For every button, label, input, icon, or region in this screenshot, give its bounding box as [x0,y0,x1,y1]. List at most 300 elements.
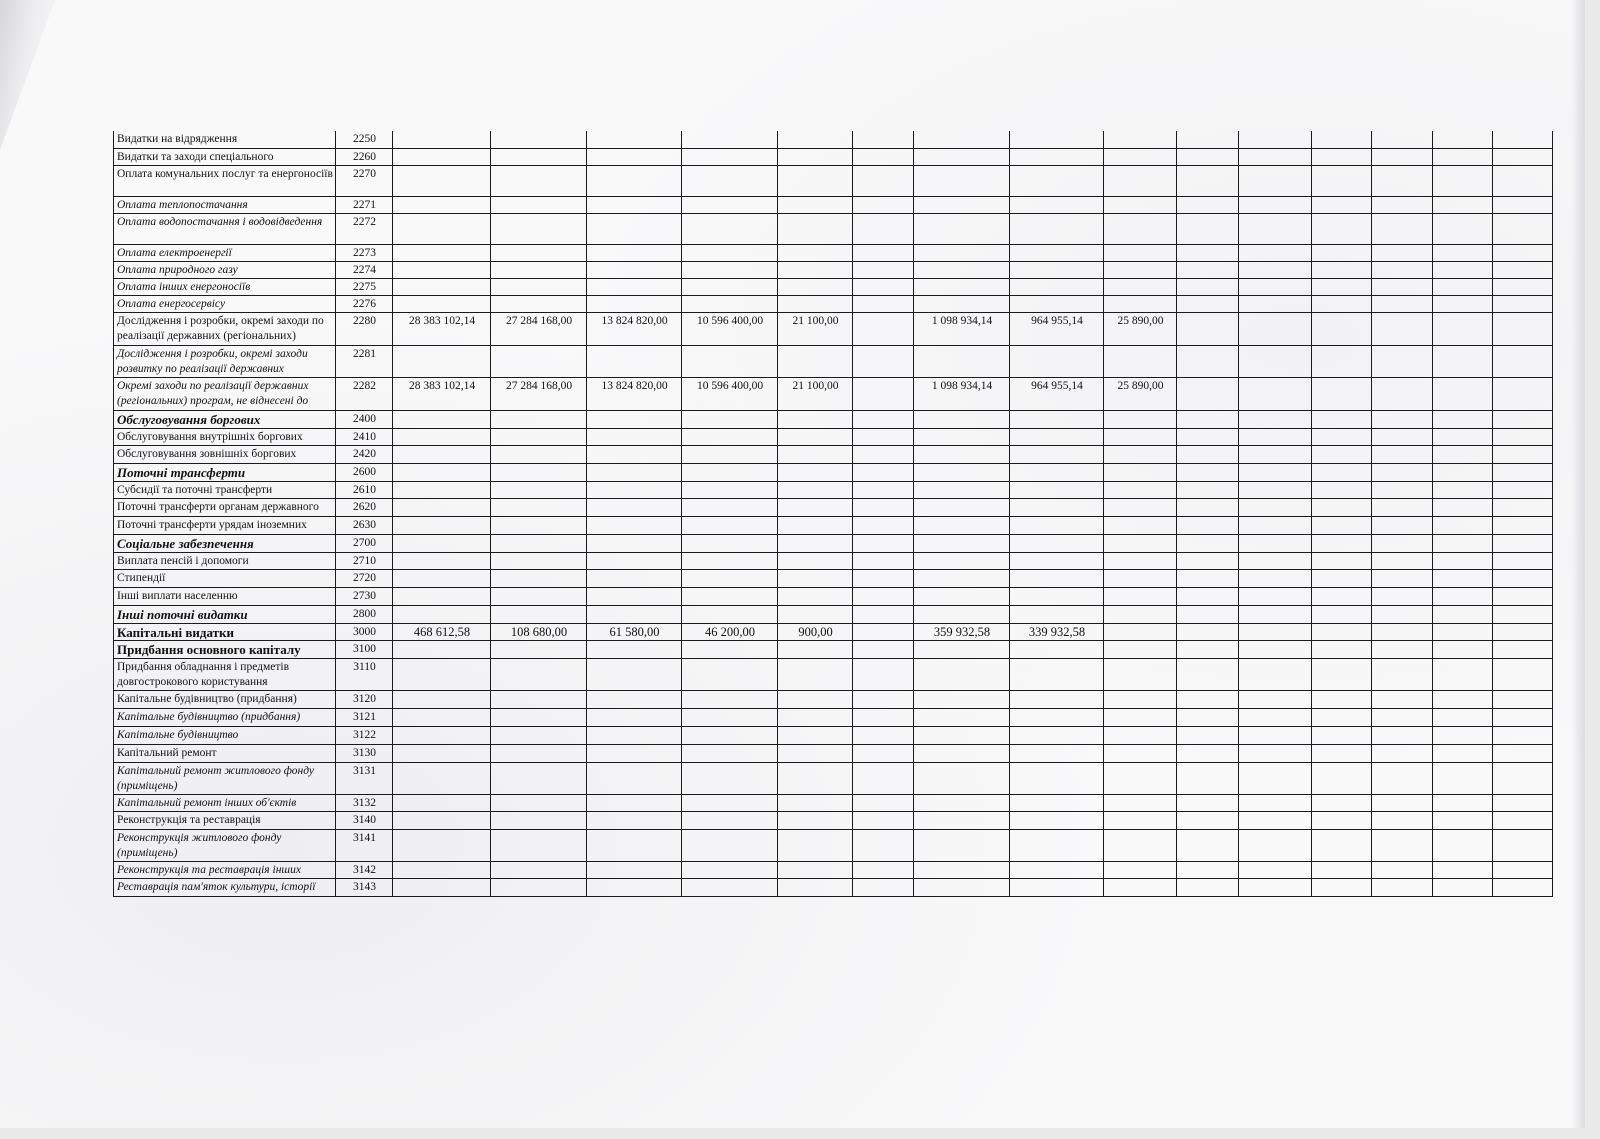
amount-cell [1104,295,1177,312]
amount-cell [1312,640,1372,658]
amount-cell [1312,345,1372,377]
amount-cell [778,794,853,811]
amount-cell [1372,196,1433,213]
amount-cell [587,481,682,498]
amount-cell [491,726,587,744]
amount-cell [1433,552,1493,569]
amount-cell [1493,131,1553,148]
amount-cell [1177,534,1239,552]
amount-cell [914,708,1010,726]
amount-cell [914,295,1010,312]
expense-category-name: Реставрація пам'яток культури, історії [114,878,336,896]
amount-cell [1493,244,1553,261]
amount-cell: 28 383 102,14 [393,377,491,410]
amount-cell [682,410,778,428]
economic-classification-code: 2272 [336,213,393,244]
amount-cell [491,534,587,552]
amount-cell [778,428,853,445]
amount-cell [914,658,1010,690]
amount-cell [1104,498,1177,516]
amount-cell [914,878,1010,896]
amount-cell [914,445,1010,463]
amount-cell [1312,569,1372,587]
amount-cell [1104,744,1177,762]
amount-cell [1312,148,1372,165]
amount-cell [853,552,914,569]
table-row [114,762,1553,794]
amount-cell [1010,410,1104,428]
amount-cell [1010,878,1104,896]
expense-category-name: Капітальний ремонт житлового фонду (приміщень) [114,762,336,794]
amount-cell [853,377,914,410]
amount-cell [1372,213,1433,244]
amount-cell [587,690,682,708]
amount-cell [1104,428,1177,445]
amount-cell [1372,261,1433,278]
amount-cell [853,658,914,690]
page-edge-shadow [1571,0,1585,1128]
amount-cell [1433,213,1493,244]
amount-cell [393,131,491,148]
amount-cell [393,794,491,811]
amount-cell [1177,428,1239,445]
economic-classification-code: 2800 [336,605,393,623]
amount-cell [1104,534,1177,552]
amount-cell [1239,213,1312,244]
amount-cell [1104,165,1177,196]
amount-cell [853,131,914,148]
amount-cell [1177,623,1239,640]
amount-cell [1239,410,1312,428]
amount-cell [682,345,778,377]
amount-cell [491,587,587,605]
amount-cell [1372,690,1433,708]
amount-cell [587,878,682,896]
amount-cell [393,295,491,312]
amount-cell [778,726,853,744]
amount-cell [1372,516,1433,534]
amount-cell [778,410,853,428]
amount-cell [1104,244,1177,261]
amount-cell [1239,244,1312,261]
amount-cell [1177,148,1239,165]
amount-cell [1372,410,1433,428]
amount-cell [778,569,853,587]
amount-cell [1177,878,1239,896]
amount-cell [1372,552,1433,569]
amount-cell [778,445,853,463]
amount-cell [1493,744,1553,762]
economic-classification-code: 2710 [336,552,393,569]
expense-category-name: Реконструкція та реставрація інших [114,861,336,878]
amount-cell [1010,569,1104,587]
amount-cell [853,640,914,658]
expense-category-name: Субсидії та поточні трансферти [114,481,336,498]
amount-cell [393,463,491,481]
amount-cell [587,428,682,445]
amount-cell [1372,312,1433,345]
amount-cell [853,498,914,516]
amount-cell [1372,861,1433,878]
amount-cell [914,811,1010,829]
amount-cell [1433,794,1493,811]
amount-cell [1010,605,1104,623]
amount-cell [1239,278,1312,295]
economic-classification-code: 2600 [336,463,393,481]
economic-classification-code: 3120 [336,690,393,708]
amount-cell [1372,481,1433,498]
table-row [114,569,1553,587]
amount-cell [914,148,1010,165]
amount-cell [491,261,587,278]
amount-cell [914,690,1010,708]
amount-cell [1433,708,1493,726]
amount-cell [682,165,778,196]
amount-cell [393,148,491,165]
amount-cell [1239,196,1312,213]
amount-cell [1177,811,1239,829]
table-row [114,410,1553,428]
amount-cell [1104,708,1177,726]
amount-cell [491,481,587,498]
amount-cell [1433,744,1493,762]
amount-cell [1177,278,1239,295]
economic-classification-code: 2400 [336,410,393,428]
amount-cell [491,278,587,295]
amount-cell [1493,726,1553,744]
amount-cell [853,605,914,623]
amount-cell [1177,552,1239,569]
amount-cell [1372,345,1433,377]
amount-cell [393,829,491,861]
amount-cell [1104,148,1177,165]
amount-cell [1433,244,1493,261]
amount-cell [1239,640,1312,658]
amount-cell [491,244,587,261]
amount-cell [914,278,1010,295]
amount-cell [393,196,491,213]
amount-cell [1010,640,1104,658]
amount-cell [393,244,491,261]
table-row [114,445,1553,463]
amount-cell [1010,726,1104,744]
amount-cell [914,516,1010,534]
amount-cell [1239,312,1312,345]
amount-cell [682,261,778,278]
amount-cell [1104,726,1177,744]
economic-classification-code: 2271 [336,196,393,213]
economic-classification-code: 2420 [336,445,393,463]
economic-classification-code: 3121 [336,708,393,726]
amount-cell [1239,498,1312,516]
amount-cell [587,762,682,794]
amount-cell [914,744,1010,762]
amount-cell [1433,345,1493,377]
amount-cell [1104,445,1177,463]
amount-cell [682,829,778,861]
amount-cell [853,148,914,165]
amount-cell [1312,213,1372,244]
amount-cell [1239,762,1312,794]
economic-classification-code: 2260 [336,148,393,165]
economic-classification-code: 2630 [336,516,393,534]
amount-cell [682,131,778,148]
amount-cell [778,708,853,726]
amount-cell [1010,762,1104,794]
economic-classification-code: 2720 [336,569,393,587]
amount-cell [1493,377,1553,410]
table-row [114,345,1553,377]
table-row [114,165,1553,196]
amount-cell [587,165,682,196]
table-row [114,552,1553,569]
amount-cell [1312,794,1372,811]
amount-cell [1493,445,1553,463]
amount-cell [1433,463,1493,481]
amount-cell: 13 824 820,00 [587,377,682,410]
amount-cell [491,794,587,811]
amount-cell: 468 612,58 [393,623,491,640]
amount-cell [393,481,491,498]
expense-category-name: Соціальне забезпечення [114,534,336,552]
amount-cell [778,811,853,829]
expense-category-name: Обслуговування боргових [114,410,336,428]
table-row [114,794,1553,811]
amount-cell [393,708,491,726]
economic-classification-code: 2282 [336,377,393,410]
amount-cell [682,463,778,481]
expense-category-name: Капітальний ремонт [114,744,336,762]
amount-cell [914,605,1010,623]
amount-cell [1239,861,1312,878]
amount-cell [1493,811,1553,829]
amount-cell [491,445,587,463]
amount-cell [1177,377,1239,410]
amount-cell [1372,244,1433,261]
amount-cell [393,587,491,605]
amount-cell [491,762,587,794]
amount-cell [1372,463,1433,481]
amount-cell [1104,345,1177,377]
amount-cell [682,244,778,261]
amount-cell [1239,445,1312,463]
amount-cell [1433,829,1493,861]
amount-cell [1239,165,1312,196]
expense-category-name: Оплата електроенергії [114,244,336,261]
amount-cell [1177,244,1239,261]
expense-category-name: Поточні трансферти органам державного [114,498,336,516]
amount-cell [393,878,491,896]
amount-cell [587,587,682,605]
amount-cell [393,605,491,623]
table-row [114,481,1553,498]
amount-cell [1312,244,1372,261]
amount-cell [1104,481,1177,498]
amount-cell [682,744,778,762]
amount-cell [1177,861,1239,878]
amount-cell [853,569,914,587]
amount-cell [1372,377,1433,410]
amount-cell [491,345,587,377]
amount-cell [853,516,914,534]
amount-cell [1372,640,1433,658]
amount-cell [1433,690,1493,708]
table-row [114,213,1553,244]
amount-cell [682,213,778,244]
amount-cell: 21 100,00 [778,377,853,410]
amount-cell [853,345,914,377]
amount-cell [778,605,853,623]
amount-cell [1312,623,1372,640]
amount-cell [1433,605,1493,623]
table-row [114,878,1553,896]
amount-cell [1312,261,1372,278]
amount-cell [1104,878,1177,896]
amount-cell [587,410,682,428]
table-row [114,534,1553,552]
amount-cell [491,640,587,658]
expense-category-name: Поточні трансферти урядам іноземних [114,516,336,534]
amount-cell [1239,428,1312,445]
amount-cell [587,658,682,690]
amount-cell [682,498,778,516]
amount-cell [1433,658,1493,690]
expense-category-name: Поточні трансферти [114,463,336,481]
amount-cell [1372,605,1433,623]
amount-cell [1493,829,1553,861]
amount-cell [1433,295,1493,312]
amount-cell [1177,131,1239,148]
amount-cell [1493,708,1553,726]
economic-classification-code: 2250 [336,131,393,148]
amount-cell [853,708,914,726]
amount-cell [853,794,914,811]
amount-cell [853,428,914,445]
amount-cell [1433,312,1493,345]
amount-cell [491,295,587,312]
table-row [114,587,1553,605]
amount-cell [491,165,587,196]
amount-cell [1177,445,1239,463]
expense-category-name: Оплата природного газу [114,261,336,278]
amount-cell [587,861,682,878]
amount-cell [1493,498,1553,516]
amount-cell [393,213,491,244]
amount-cell [1312,410,1372,428]
amount-cell [853,726,914,744]
economic-classification-code: 2270 [336,165,393,196]
amount-cell [1010,744,1104,762]
table-row [114,428,1553,445]
amount-cell [914,794,1010,811]
amount-cell [1010,708,1104,726]
table-row [114,726,1553,744]
amount-cell [1104,658,1177,690]
amount-cell [1372,534,1433,552]
economic-classification-code: 2410 [336,428,393,445]
amount-cell [914,410,1010,428]
amount-cell [853,878,914,896]
table-row [114,377,1553,410]
amount-cell [1493,213,1553,244]
amount-cell: 25 890,00 [1104,312,1177,345]
amount-cell [1239,261,1312,278]
amount-cell: 900,00 [778,623,853,640]
expense-category-name: Оплата комунальних послуг та енергоносіїв [114,165,336,196]
amount-cell [1433,861,1493,878]
table-row [114,708,1553,726]
amount-cell [393,428,491,445]
amount-cell [393,165,491,196]
amount-cell [1433,640,1493,658]
economic-classification-code: 3132 [336,794,393,811]
amount-cell [1312,481,1372,498]
amount-cell [587,708,682,726]
amount-cell [1493,463,1553,481]
amount-cell [682,196,778,213]
amount-cell [853,861,914,878]
amount-cell [1010,516,1104,534]
amount-cell [853,312,914,345]
amount-cell [682,552,778,569]
amount-cell [853,261,914,278]
table-row [114,463,1553,481]
amount-cell [1239,744,1312,762]
amount-cell [1010,534,1104,552]
amount-cell [682,278,778,295]
amount-cell [1239,623,1312,640]
amount-cell [393,410,491,428]
amount-cell [1372,165,1433,196]
amount-cell [587,811,682,829]
amount-cell [914,640,1010,658]
amount-cell [682,658,778,690]
amount-cell [587,516,682,534]
amount-cell [393,762,491,794]
amount-cell [853,463,914,481]
amount-cell [1312,726,1372,744]
amount-cell [491,605,587,623]
amount-cell [853,165,914,196]
amount-cell [393,744,491,762]
amount-cell [1177,345,1239,377]
amount-cell [491,708,587,726]
expense-category-name: Реконструкція житлового фонду (приміщень) [114,829,336,861]
amount-cell [1239,708,1312,726]
amount-cell [1372,148,1433,165]
amount-cell [1493,640,1553,658]
amount-cell [587,794,682,811]
amount-cell [587,605,682,623]
amount-cell [853,744,914,762]
amount-cell [1239,552,1312,569]
amount-cell [1177,516,1239,534]
amount-cell [1372,726,1433,744]
amount-cell [1010,829,1104,861]
amount-cell [1177,762,1239,794]
table-row [114,690,1553,708]
amount-cell: 108 680,00 [491,623,587,640]
amount-cell: 13 824 820,00 [587,312,682,345]
amount-cell [778,690,853,708]
amount-cell [778,278,853,295]
amount-cell [587,569,682,587]
amount-cell [1433,148,1493,165]
amount-cell [1493,762,1553,794]
amount-cell [778,640,853,658]
amount-cell: 1 098 934,14 [914,377,1010,410]
amount-cell [1493,261,1553,278]
